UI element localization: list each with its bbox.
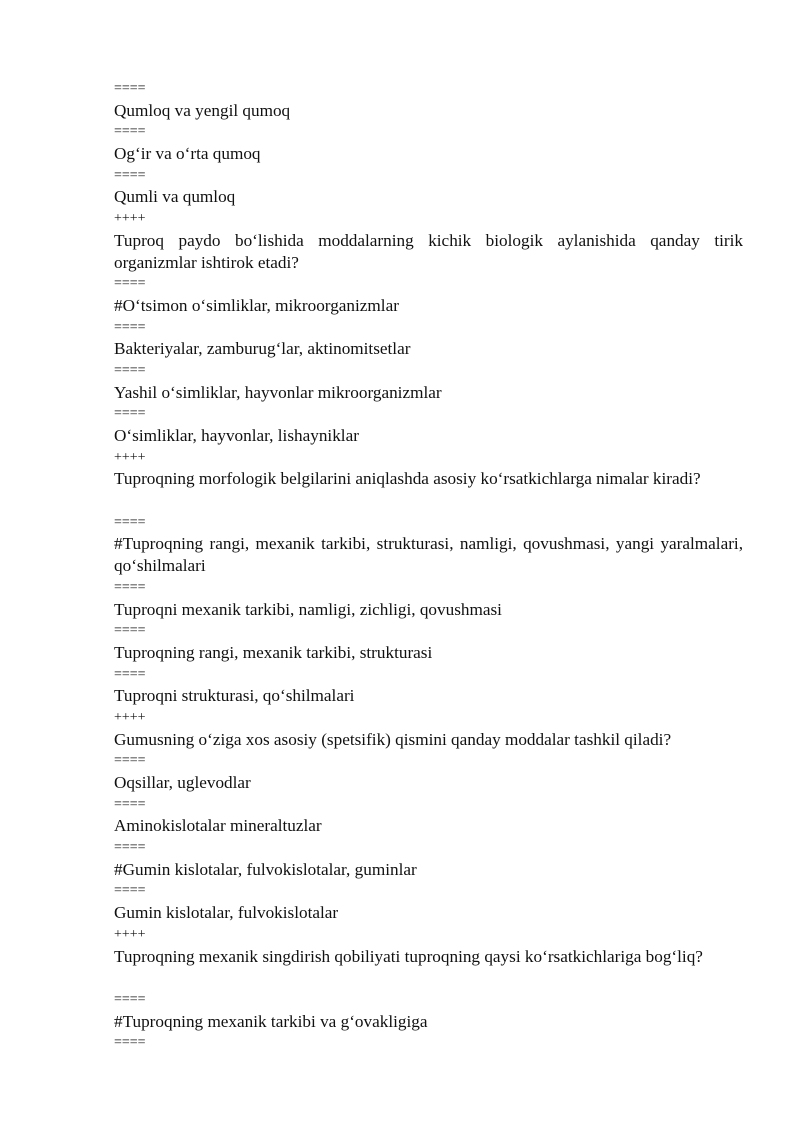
answer-option: Bakteriyalar, zamburug‘lar, aktinomitsetlar: [114, 339, 411, 359]
separator: ====: [114, 840, 146, 856]
answer-option: O‘simliklar, hayvonlar, lishayniklar: [114, 426, 359, 446]
answer-option: Gumin kislotalar, fulvokislotalar: [114, 903, 339, 923]
question-text: Tuproqning morfologik belgilarini aniqlashda asosiy ko‘rsatkichlarga nimalar kiradi?: [114, 469, 701, 489]
separator: ====: [114, 623, 146, 639]
answer-option: Tuproqni mexanik tarkibi, namligi, zichligi, qovushmasi: [114, 599, 502, 619]
separator: ====: [114, 1035, 146, 1051]
answer-option: Qumloq va yengil qumoq: [114, 100, 291, 120]
question-marker: ++++: [114, 926, 146, 942]
separator: ====: [114, 362, 146, 378]
question-marker: ++++: [114, 211, 146, 227]
separator: ====: [114, 796, 146, 812]
answer-option: Oqsillar, uglevodlar: [114, 773, 251, 793]
answer-option: Qumli va qumloq: [114, 187, 236, 207]
question-marker: ++++: [114, 449, 146, 465]
separator: ====: [114, 167, 146, 183]
document-page: [114, 78, 743, 1054]
question-text: Tuproq paydo bo‘lishida moddalarning kichik biologik aylanishida qanday tirik organizmlar ishtirok etadi?: [114, 230, 743, 272]
question-text: Tuproqning mexanik singdirish qobiliyati tuproqning qaysi ko‘rsatkichlariga bog‘liq?: [114, 946, 703, 966]
separator: ====: [114, 81, 146, 96]
separator: ====: [114, 319, 146, 335]
separator: ====: [114, 753, 146, 769]
correct-answer-option: #O‘tsimon o‘simliklar, mikroorganizmlar: [114, 295, 399, 315]
answer-option: Tuproqni strukturasi, qo‘shilmalari: [114, 686, 355, 706]
answer-option: Tuproqning rangi, mexanik tarkibi, strukturasi: [114, 642, 433, 662]
answer-option: Yashil o‘simliklar, hayvonlar mikroorganizmlar: [114, 382, 442, 402]
separator: ====: [114, 406, 146, 422]
separator: ====: [114, 579, 146, 595]
correct-answer-option: #Tuproqning rangi, mexanik tarkibi, strukturasi, namligi, qovushmasi, yangi yaralmalari, qo‘shilmalari: [114, 534, 743, 576]
question-marker: ++++: [114, 709, 146, 725]
answer-option: Og‘ir va o‘rta qumoq: [114, 144, 261, 164]
separator: ====: [114, 991, 146, 1007]
separator: ====: [114, 883, 146, 899]
separator: ====: [114, 124, 146, 140]
answer-option: Aminokislotalar mineraltuzlar: [114, 816, 322, 836]
separator: ====: [114, 276, 146, 292]
question-text: Gumusning o‘ziga xos asosiy (spetsifik) qismini qanday moddalar tashkil qiladi?: [114, 729, 672, 749]
correct-answer-option: #Gumin kislotalar, fulvokislotalar, guminlar: [114, 859, 417, 879]
separator: ====: [114, 666, 146, 682]
separator: ====: [114, 514, 146, 530]
correct-answer-option: #Tuproqning mexanik tarkibi va g‘ovakligiga: [114, 1011, 428, 1031]
